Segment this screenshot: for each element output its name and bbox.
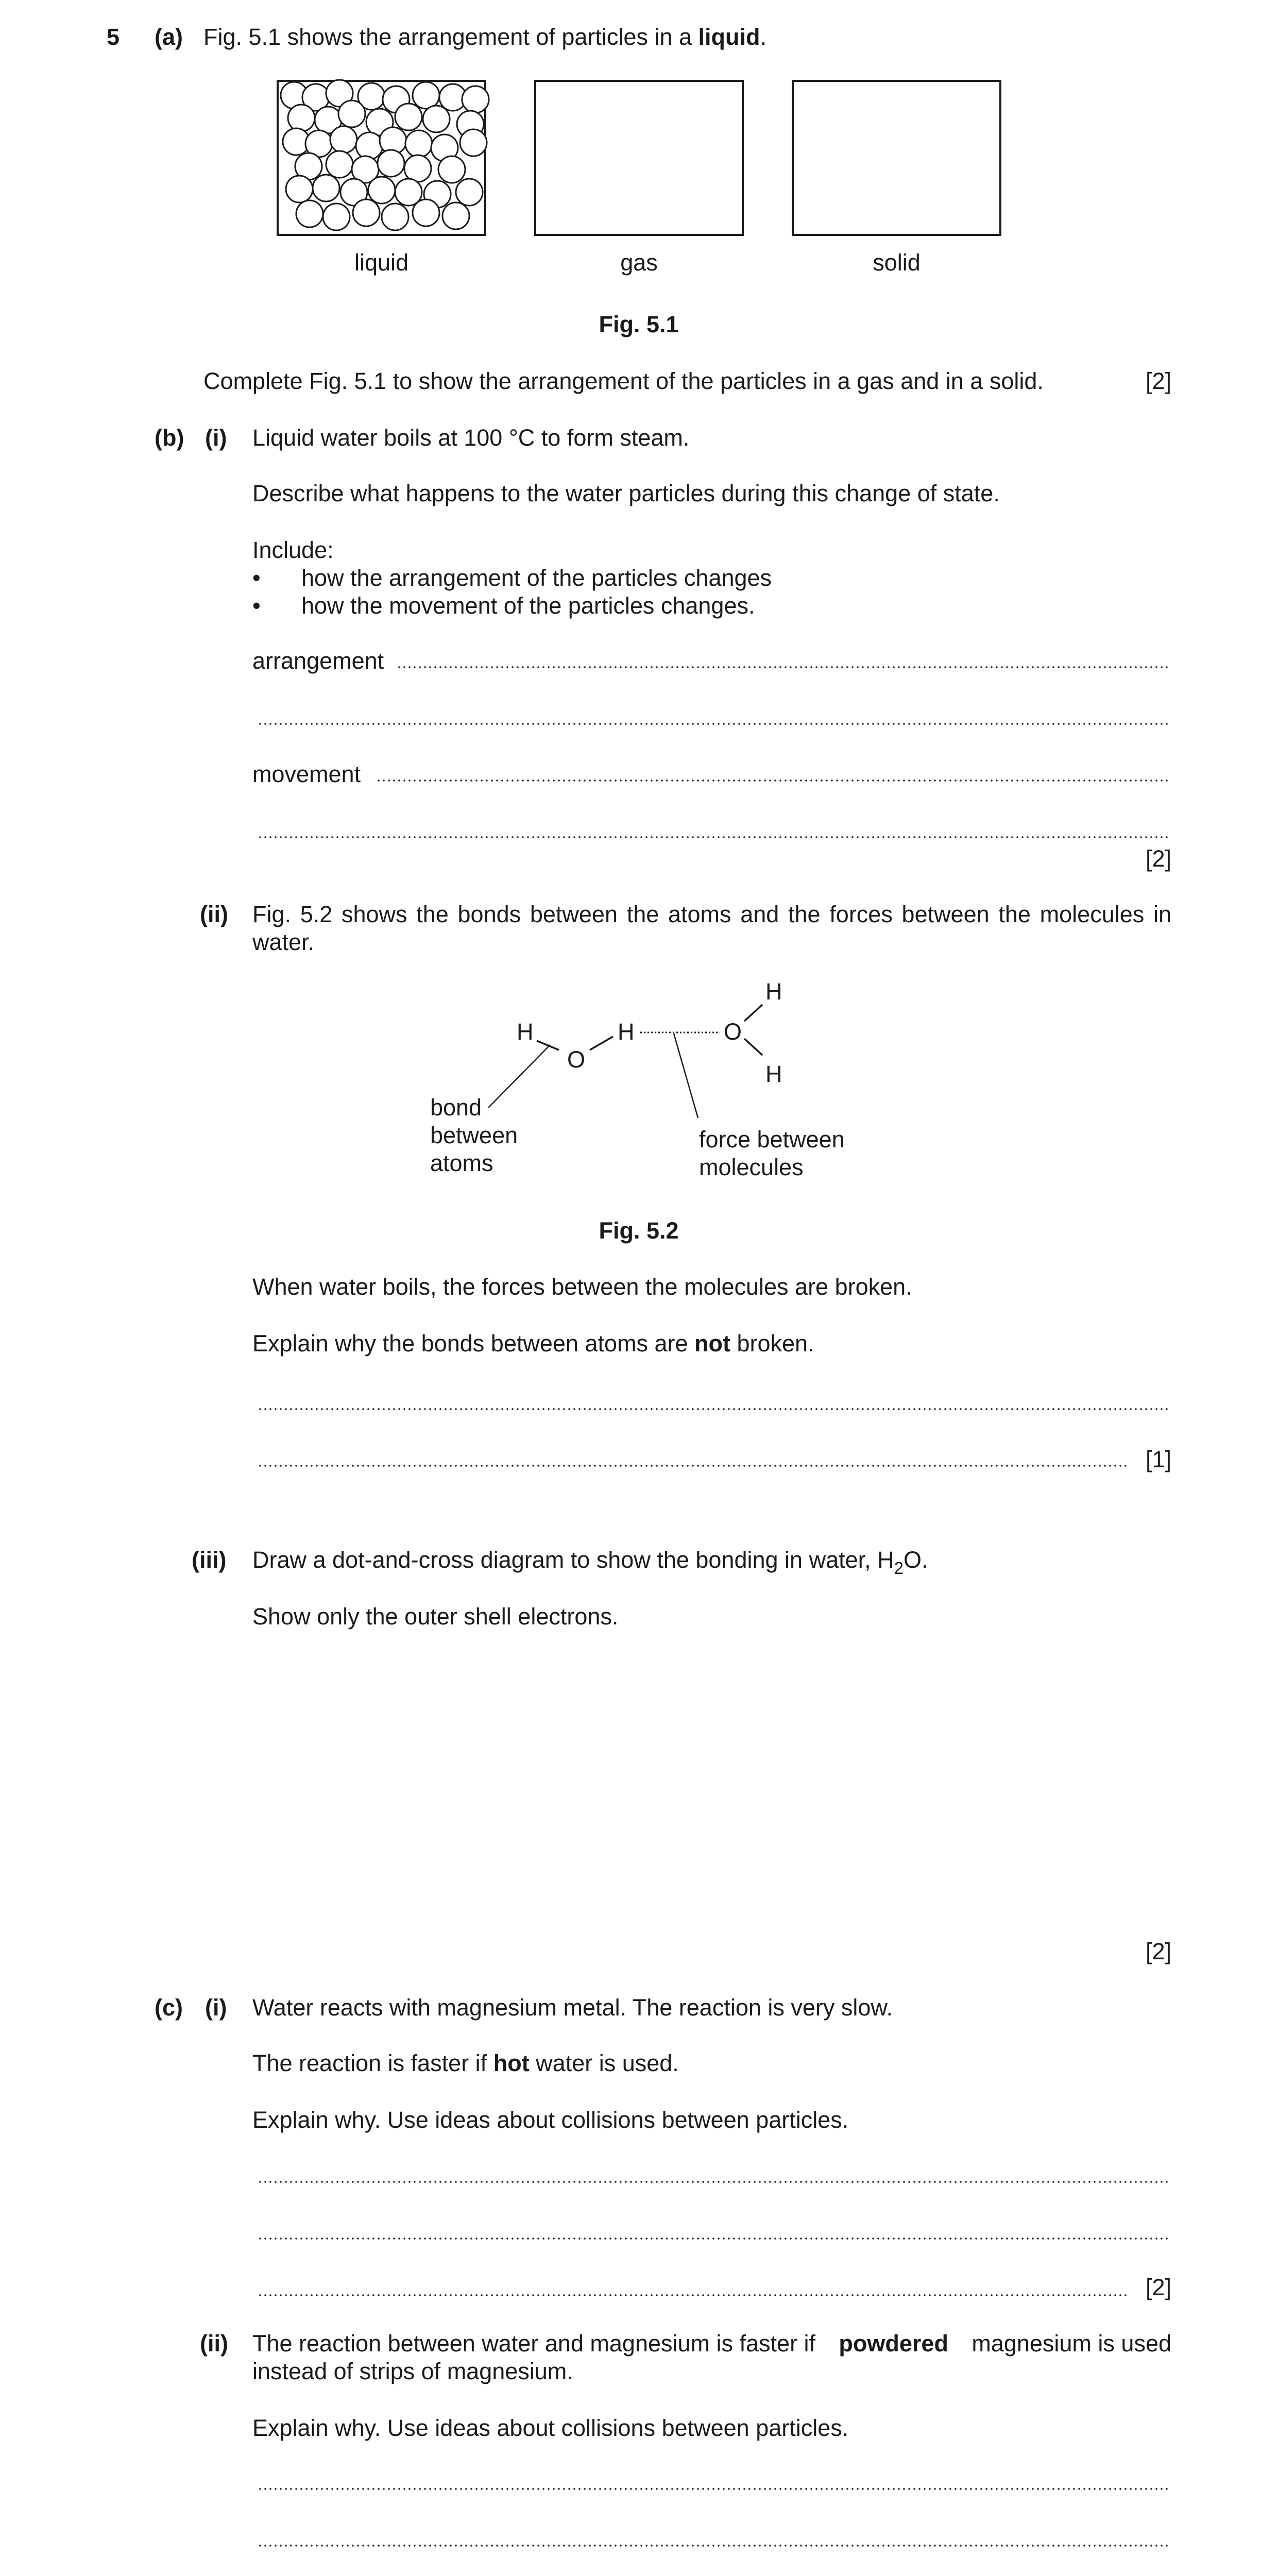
liquid-particle — [356, 132, 383, 159]
bond-line — [590, 1037, 613, 1050]
gas-particles-box[interactable] — [534, 80, 744, 236]
part-b-ii-intro-continued: water. — [252, 929, 315, 955]
part-c-ii-line2: Explain why. Use ideas about collisions between particles. — [252, 2415, 849, 2441]
answer-line[interactable] — [258, 2488, 1171, 2490]
solid-particles-box[interactable] — [792, 80, 1001, 236]
bond-label-line: between — [430, 1122, 518, 1148]
bond-label-line: atoms — [430, 1150, 493, 1176]
movement-label: movement — [252, 761, 361, 787]
bond-label-line: bond — [430, 1094, 482, 1121]
bond-line — [537, 1041, 559, 1050]
answer-line[interactable] — [258, 1408, 1171, 1410]
answer-line[interactable] — [397, 666, 1171, 668]
answer-line[interactable] — [258, 2294, 1130, 2296]
part-b-i-label: (i) — [205, 425, 227, 451]
answer-line[interactable] — [258, 2181, 1171, 2183]
box-label-gas: gas — [620, 249, 658, 276]
liquid-particle — [296, 200, 323, 227]
liquid-particle — [368, 177, 395, 204]
part-a-intro: Fig. 5.1 shows the arrangement of particles in a liquid. — [203, 24, 766, 50]
bond-line — [744, 1039, 762, 1055]
part-b-iii-line2: Show only the outer shell electrons. — [252, 1603, 619, 1630]
liquid-particle — [462, 86, 489, 113]
liquid-particles-diagram — [277, 80, 486, 236]
bullet-arrangement: how the arrangement of the particles changes — [301, 565, 772, 591]
liquid-particle — [353, 199, 380, 226]
part-b-label: (b) — [155, 425, 184, 451]
force-label-line: force between — [699, 1126, 845, 1153]
part-a-label: (a) — [155, 24, 183, 50]
part-b-iii-line1: Draw a dot-and-cross diagram to show the bonding in water, $H_2O$. — [252, 1547, 928, 1578]
answer-line[interactable] — [258, 2545, 1171, 2547]
atom-o: O — [567, 1046, 586, 1073]
liquid-particle — [404, 155, 431, 182]
answer-line[interactable] — [258, 1465, 1130, 1467]
liquid-particle — [442, 202, 469, 229]
part-b-i-line2: Describe what happens to the water particles during this change of state. — [252, 480, 1000, 506]
atom-o: O — [724, 1019, 742, 1045]
liquid-particle — [330, 126, 357, 153]
answer-line[interactable] — [376, 779, 1171, 782]
liquid-particle — [395, 104, 422, 130]
part-c-ii-line1: The reaction between water and magnesium is faster if powdered magnesium is used — [252, 2330, 1171, 2357]
liquid-particle — [286, 176, 313, 202]
part-a-marks: [2] — [1145, 368, 1171, 394]
part-b-ii-line2: Explain why the bonds between atoms are not broken. — [252, 1330, 814, 1357]
liquid-particle — [456, 179, 483, 206]
liquid-particle — [378, 150, 404, 177]
liquid-particle — [382, 204, 408, 230]
atom-h: H — [517, 1019, 534, 1045]
liquid-particle — [413, 199, 439, 226]
bullet-movement: how the movement of the particles changes. — [301, 592, 755, 619]
liquid-particle — [323, 204, 350, 230]
answer-line[interactable] — [258, 836, 1171, 838]
force-label-line: molecules — [699, 1154, 804, 1180]
part-b-i-marks: [2] — [1145, 845, 1171, 872]
liquid-particle — [413, 82, 439, 109]
box-label-liquid: liquid — [354, 249, 409, 276]
part-c-i-marks: [2] — [1145, 2274, 1171, 2300]
part-c-i-line1: Water reacts with magnesium metal. The reaction is very slow. — [252, 1994, 893, 2021]
liquid-particle — [338, 100, 365, 127]
part-c-ii-label: (ii) — [200, 2330, 228, 2357]
liquid-particle — [326, 151, 353, 178]
bond-pointer-line — [488, 1045, 550, 1108]
part-c-i-line2: The reaction is faster if hot water is used. — [252, 2050, 679, 2076]
bond-line — [744, 1005, 762, 1021]
part-b-ii-label: (ii) — [200, 901, 228, 927]
part-b-i-line1: Liquid water boils at 100 °C to form steam. — [252, 425, 690, 451]
liquid-particle — [460, 129, 487, 156]
answer-line[interactable] — [258, 723, 1171, 725]
part-b-iii-marks: [2] — [1145, 1938, 1171, 1964]
figure-caption-5-2: Fig. 5.2 — [599, 1217, 679, 1244]
arrangement-label: arrangement — [252, 648, 384, 674]
bullet-marker: • — [252, 565, 261, 591]
atom-h: H — [765, 1061, 782, 1087]
part-c-label: (c) — [155, 1994, 183, 2021]
part-c-i-label: (i) — [205, 1994, 227, 2021]
liquid-particles-box — [277, 80, 486, 236]
part-b-ii-intro-line: Fig. 5.2 shows the bonds between the atoms and the forces between the molecules in — [252, 901, 1171, 927]
liquid-particle — [288, 105, 315, 131]
atom-h: H — [765, 978, 782, 1005]
force-pointer-line — [674, 1033, 698, 1118]
part-a-instruction: Complete Fig. 5.1 to show the arrangement of the particles in a gas and in a solid. — [203, 368, 1044, 394]
liquid-particle — [405, 130, 432, 157]
part-b-ii-marks: [1] — [1145, 1446, 1171, 1472]
dot-and-cross-drawing-area[interactable] — [252, 1649, 1171, 1917]
atom-h: H — [618, 1019, 635, 1045]
part-c-i-line3: Explain why. Use ideas about collisions between particles. — [252, 2107, 849, 2133]
figure-caption-5-1: Fig. 5.1 — [599, 311, 679, 337]
bullet-marker: • — [252, 592, 261, 619]
liquid-particle — [438, 156, 465, 183]
box-label-solid: solid — [873, 249, 921, 276]
part-b-ii-line1: When water boils, the forces between the molecules are broken. — [252, 1274, 912, 1300]
part-c-ii-line1-continued: instead of strips of magnesium. — [252, 2358, 573, 2384]
liquid-particle — [313, 175, 339, 201]
include-label: Include: — [252, 537, 334, 563]
part-b-iii-label: (iii) — [192, 1547, 227, 1573]
question-number: 5 — [107, 24, 120, 50]
answer-line[interactable] — [258, 2238, 1171, 2240]
liquid-particle — [423, 106, 450, 132]
